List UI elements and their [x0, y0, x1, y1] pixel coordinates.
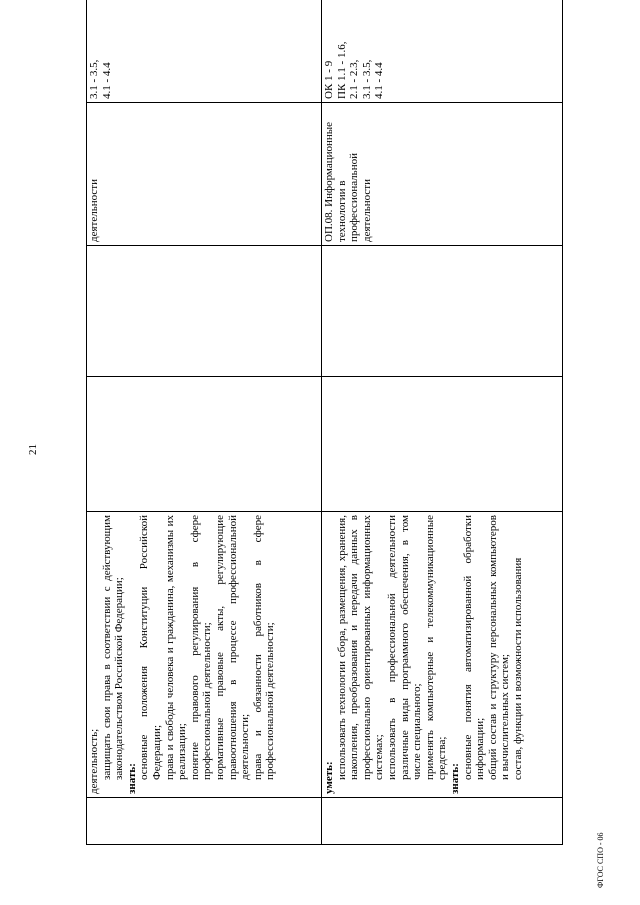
table-row: [322, 0, 563, 845]
competency-code: 2.1 - 2.3,: [348, 59, 361, 99]
competency-code: ПК 1.1 - 1.6,: [335, 41, 348, 99]
section-heading: знать:: [125, 763, 138, 794]
requirement-line: деятельность;: [88, 728, 100, 794]
table-cell-requirements: [87, 512, 322, 798]
table-cell-competencies: [87, 0, 322, 103]
table-cell-hours-max: [322, 377, 563, 512]
requirement-line: права и обязанности работников в сфере профессиональной деятельности;: [251, 515, 277, 780]
competency-code: 3.1 - 3.5,: [88, 59, 100, 99]
section-heading: знать:: [448, 763, 461, 794]
table-cell-competencies: [322, 0, 563, 103]
table-cell-requirements: [322, 512, 563, 798]
requirement-line: понятие правового регулирования в сфере профессиональной деятельности;: [188, 515, 214, 780]
requirement-line: использовать в профессиональной деятельности различные виды программного обеспечения, в том числе специального;: [385, 515, 424, 780]
competency-code: 3.1 - 3.5,: [360, 59, 373, 99]
footer-code: ФГОС СПО - 06: [596, 832, 605, 888]
requirement-line: использовать технологии сбора, размещения, хранения, накопления, преобразования и передачи данных в профессионально ориентированных информационных системах;: [335, 515, 386, 780]
requirement-line: применять компьютерные и телекоммуникационные средства;: [423, 515, 449, 780]
table-cell-discipline: ОП.08. Информационные технологии в профессиональной деятельности: [322, 103, 563, 246]
requirement-line: основные положения Конституции Российской Федерации;: [138, 515, 163, 780]
requirement-line: основные понятия автоматизированной обработки информации;: [461, 515, 487, 780]
page-number: 21: [27, 444, 39, 455]
table-cell-discipline: деятельности: [87, 103, 322, 246]
requirement-line: защищать свои права в соответствии с действующим законодательством Российской Федерации;: [100, 515, 126, 780]
competency-code: ОК 1 - 9: [323, 60, 335, 99]
requirement-line: права и свободы человека и гражданина, механизмы их реализации;: [163, 515, 189, 780]
table-cell-hours-max: [87, 377, 322, 512]
requirement-line: нормативные правовые акты, регулирующие правоотношения в процессе профессиональной деятельности;: [213, 515, 252, 780]
competency-code: 4.1 - 4.4: [373, 62, 386, 99]
section-heading: уметь:: [323, 761, 335, 794]
curriculum-table: [86, 0, 563, 845]
table-cell-index: [322, 798, 563, 845]
table-cell-index: [87, 798, 322, 845]
table-cell-hours-class: [322, 246, 563, 377]
table-cell-hours-class: [87, 246, 322, 377]
requirement-line: общий состав и структуру персональных компьютеров и вычислительных систем;: [486, 515, 512, 780]
curriculum-table-sheet: [86, 40, 563, 845]
requirement-line: состав, функции и возможности использования: [511, 557, 524, 780]
competency-code: 4.1 - 4.4: [100, 62, 113, 99]
table-row: [87, 0, 322, 845]
